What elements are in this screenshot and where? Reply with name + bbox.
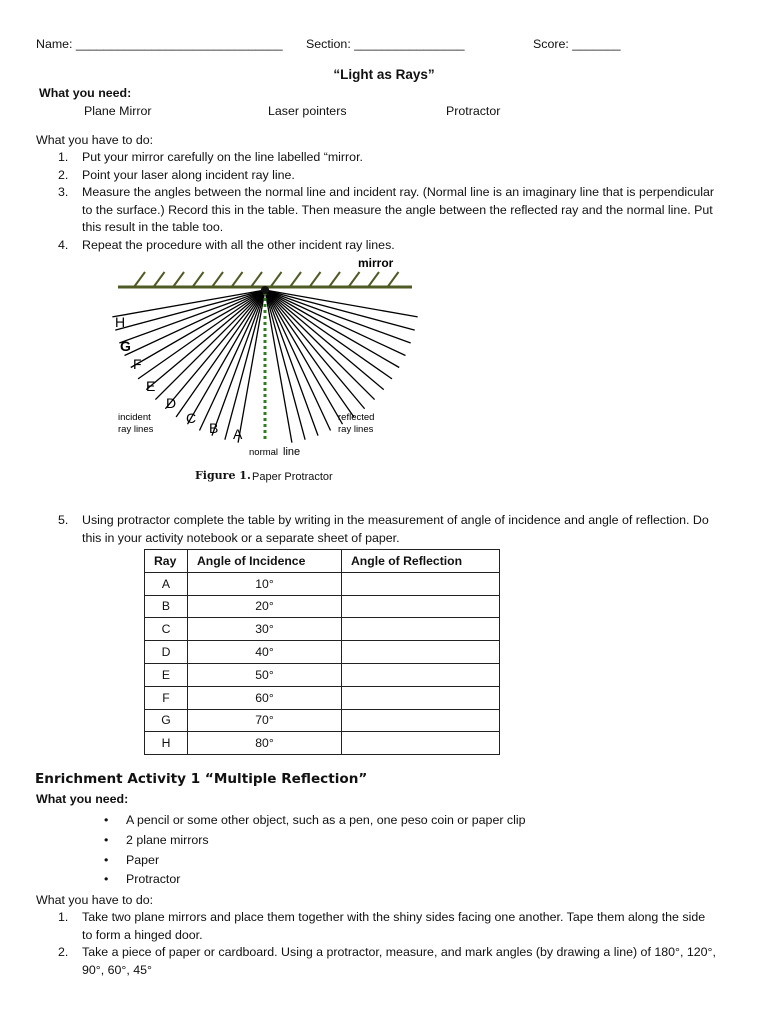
procedure-step: 1. Take two plane mirrors and place them together with the shiny sides facing one another. Tape them along the side to form a hinged door. xyxy=(58,910,706,942)
cell-reflection xyxy=(342,732,500,755)
ray-label-a: A xyxy=(233,426,243,442)
section-field-label: Section: ________________ xyxy=(306,37,465,51)
cell-reflection xyxy=(342,663,500,686)
hatch-mark xyxy=(232,272,243,287)
enrichment-materials-list xyxy=(101,811,526,890)
table-row xyxy=(145,641,500,664)
cell-incidence: 80° xyxy=(188,732,342,755)
cell-incidence: 40° xyxy=(188,641,342,664)
incidence-point xyxy=(261,286,269,294)
table-row xyxy=(145,595,500,618)
ray-label-g: G xyxy=(120,338,131,354)
reflected-label-line1: reflected xyxy=(338,412,375,423)
procedure-heading: What you have to do: xyxy=(36,133,154,147)
table-row xyxy=(145,618,500,641)
incident-ray xyxy=(199,290,265,430)
procedure-step: 3. Measure the angles between the normal line and incident ray. (Normal line is an imaginary line that is perpendicular to the surface.) Record this in the table. Then measure the angle between the reflected ray and the normal line. Put this result in the table too. xyxy=(58,185,715,234)
table-body xyxy=(145,572,500,754)
hatch-mark xyxy=(271,272,282,287)
list-item: • Protractor xyxy=(104,872,181,887)
table-header-row xyxy=(145,550,500,573)
hatch-mark xyxy=(134,272,145,287)
table-row xyxy=(145,709,500,732)
figure-caption-text: Paper Protractor xyxy=(252,471,333,483)
incident-ray xyxy=(125,290,265,356)
incident-label-line2: ray lines xyxy=(118,424,154,435)
hatch-mark xyxy=(349,272,360,287)
reflected-ray xyxy=(265,290,331,430)
incident-label-line1: incident xyxy=(118,412,151,423)
cell-reflection xyxy=(342,572,500,595)
score-field-label: Score: _______ xyxy=(533,37,621,51)
ray-label-h: H xyxy=(115,314,126,330)
table-row xyxy=(145,686,500,709)
mirror-hatching xyxy=(134,272,399,287)
cell-ray: G xyxy=(145,709,188,732)
cell-ray: H xyxy=(145,732,188,755)
cell-incidence: 10° xyxy=(188,572,342,595)
cell-ray: F xyxy=(145,686,188,709)
angle-table xyxy=(144,549,500,755)
hatch-mark xyxy=(388,272,399,287)
cell-incidence: 50° xyxy=(188,663,342,686)
hatch-mark xyxy=(290,272,301,287)
cell-ray: D xyxy=(145,641,188,664)
ray-label-f: F xyxy=(133,356,142,372)
procedure-step: 2. Take a piece of paper or cardboard. Using a protractor, measure, and mark angles (by drawing a line) of 180°, 120°, 90°, 60°, 45° xyxy=(58,945,716,977)
ray-label-b: B xyxy=(209,420,219,436)
reflected-ray xyxy=(265,290,415,330)
step-five xyxy=(36,512,736,547)
reflected-ray xyxy=(265,290,305,440)
name-field-label: Name: ______________________________ xyxy=(36,37,283,51)
ray-label-d: D xyxy=(166,395,177,411)
material-item: Laser pointers xyxy=(268,104,347,118)
hatch-mark xyxy=(310,272,321,287)
hatch-mark xyxy=(154,272,165,287)
reflected-ray xyxy=(265,290,405,356)
hatch-mark xyxy=(212,272,223,287)
cell-reflection xyxy=(342,686,500,709)
cell-incidence: 20° xyxy=(188,595,342,618)
cell-incidence: 30° xyxy=(188,618,342,641)
enrichment-title: Enrichment Activity 1 “Multiple Reflection” xyxy=(35,771,368,787)
normal-label: normal xyxy=(249,447,279,458)
table-row xyxy=(145,572,500,595)
list-item: • A pencil or some other object, such as a pen, one peso coin or paper clip xyxy=(104,813,526,827)
material-item: Plane Mirror xyxy=(84,104,152,118)
procedure-step: 5. Using protractor complete the table by writing in the measurement of angle of incidence and angle of reflection. Do this in your activity notebook or a separate sheet of paper. xyxy=(58,513,709,545)
cell-reflection xyxy=(342,595,500,618)
procedure-step: 4. Repeat the procedure with all the other incident ray lines. xyxy=(58,237,395,252)
column-header-reflection: Angle of Reflection xyxy=(342,550,500,573)
enrichment-do-heading: What you have to do: xyxy=(36,893,154,907)
materials-heading: What you need: xyxy=(39,86,132,100)
hatch-mark xyxy=(251,272,262,287)
hatch-mark xyxy=(173,272,184,287)
enrichment-steps xyxy=(36,909,736,979)
procedure-step: 1. Put your mirror carefully on the line labelled “mirror. xyxy=(58,150,363,164)
cell-reflection xyxy=(342,709,500,732)
table-row xyxy=(145,663,500,686)
ray-label-c: C xyxy=(186,410,197,426)
cell-incidence: 70° xyxy=(188,709,342,732)
column-header-incidence: Angle of Incidence xyxy=(188,550,342,573)
page-title: “Light as Rays” xyxy=(333,67,435,82)
material-item: Protractor xyxy=(446,104,501,118)
hatch-mark xyxy=(329,272,340,287)
cell-reflection xyxy=(342,618,500,641)
mirror-label: mirror xyxy=(358,256,394,270)
incident-ray xyxy=(225,290,265,440)
figure-caption-label: Figure 1. xyxy=(195,469,251,482)
column-header-ray: Ray xyxy=(145,550,188,573)
cell-ray: C xyxy=(145,618,188,641)
ray-label-e: E xyxy=(146,378,156,394)
list-item: • Paper xyxy=(104,852,160,867)
table-row xyxy=(145,732,500,755)
normal-label-line: line xyxy=(283,446,301,458)
enrichment-need-heading: What you need: xyxy=(36,792,129,806)
cell-ray: A xyxy=(145,572,188,595)
hatch-mark xyxy=(368,272,379,287)
cell-ray: E xyxy=(145,663,188,686)
cell-reflection xyxy=(342,641,500,664)
list-item: • 2 plane mirrors xyxy=(104,832,209,847)
cell-ray: B xyxy=(145,595,188,618)
reflected-label-line2: ray lines xyxy=(338,424,374,435)
cell-incidence: 60° xyxy=(188,686,342,709)
procedure-step: 2. Point your laser along incident ray line. xyxy=(58,167,295,182)
hatch-mark xyxy=(193,272,204,287)
incident-ray xyxy=(115,290,265,330)
